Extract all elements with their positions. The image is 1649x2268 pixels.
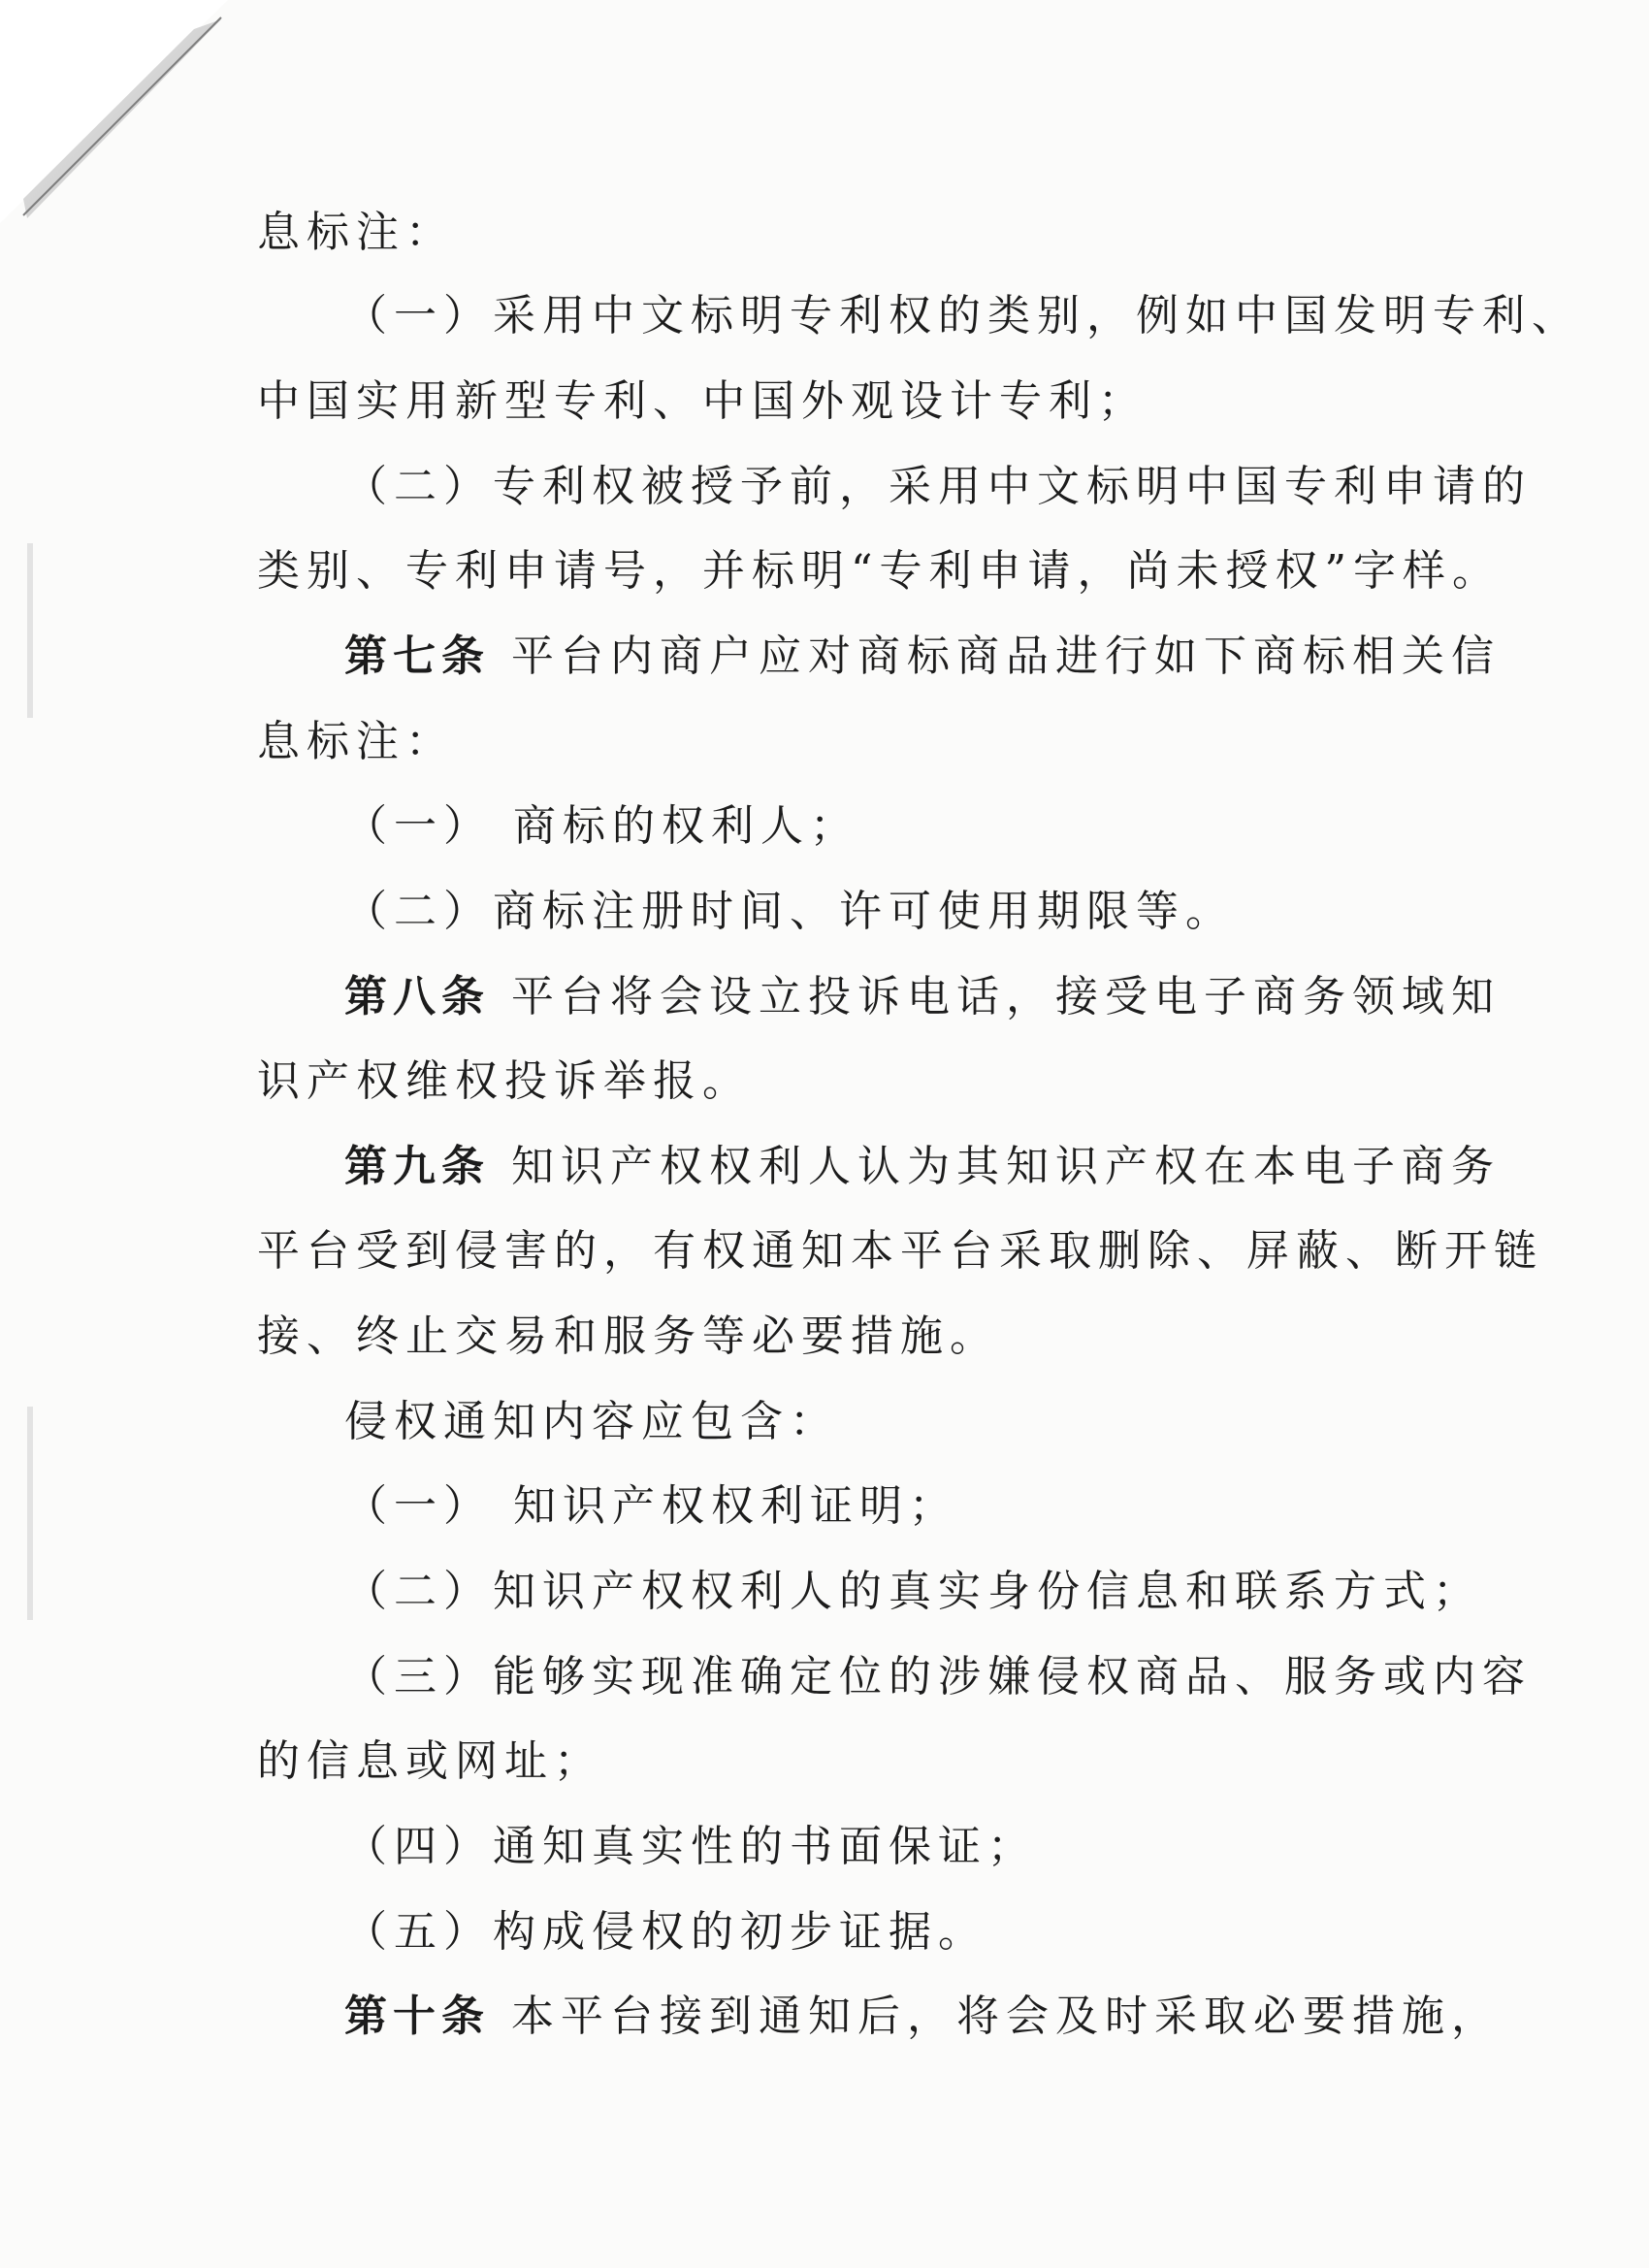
folded-corner-icon	[0, 0, 233, 233]
text-line: （三）能够实现准确定位的涉嫌侵权商品、服务或内容	[344, 1652, 1532, 1701]
text-line: 接、终止交易和服务等必要措施。	[257, 1312, 999, 1361]
text-line: （二）知识产权权利人的真实身份信息和联系方式；	[344, 1567, 1482, 1616]
article-heading-line: 第八条 平台将会设立投诉电话，接受电子商务领域知	[344, 972, 1501, 1021]
text-line: （二）商标注册时间、许可使用期限等。	[344, 887, 1235, 936]
text-line: 类别、专利申请号，并标明“专利申请，尚未授权”字样。	[257, 546, 1502, 596]
text-line: 识产权维权投诉举报。	[257, 1056, 752, 1106]
article-number: 第十条	[344, 1992, 490, 2041]
article-heading-line: 第七条 平台内商户应对商标商品进行如下商标相关信	[344, 632, 1501, 681]
text-line: （二）专利权被授予前，采用中文标明中国专利申请的	[344, 462, 1532, 511]
text-line: 平台受到侵害的，有权通知本平台采取删除、屏蔽、断开链	[257, 1226, 1543, 1276]
text-line: （一） 商标的权利人；	[344, 801, 859, 851]
scan-edge-mark	[27, 1407, 33, 1620]
text-line: （四）通知真实性的书面保证；	[344, 1822, 1037, 1871]
text-line: 的信息或网址；	[257, 1736, 603, 1786]
text-line: 息标注：	[257, 208, 455, 257]
article-number: 第九条	[344, 1142, 490, 1191]
text-line: 侵权通知内容应包含：	[344, 1397, 839, 1446]
text-line: 息标注：	[257, 717, 455, 766]
article-heading-line: 第九条 知识产权权利人认为其知识产权在本电子商务	[344, 1142, 1501, 1191]
text-line: 中国实用新型专利、中国外观设计专利；	[257, 376, 1148, 426]
text-line: （一） 知识产权权利证明；	[344, 1481, 958, 1531]
scan-edge-mark	[27, 543, 33, 718]
article-heading-line: 第十条 本平台接到通知后，将会及时采取必要措施，	[344, 1992, 1501, 2041]
article-number: 第八条	[344, 972, 490, 1021]
article-number: 第七条	[344, 632, 490, 681]
text-line: （一）采用中文标明专利权的类别，例如中国发明专利、	[344, 291, 1581, 340]
text-line: （五）构成侵权的初步证据。	[344, 1907, 987, 1957]
